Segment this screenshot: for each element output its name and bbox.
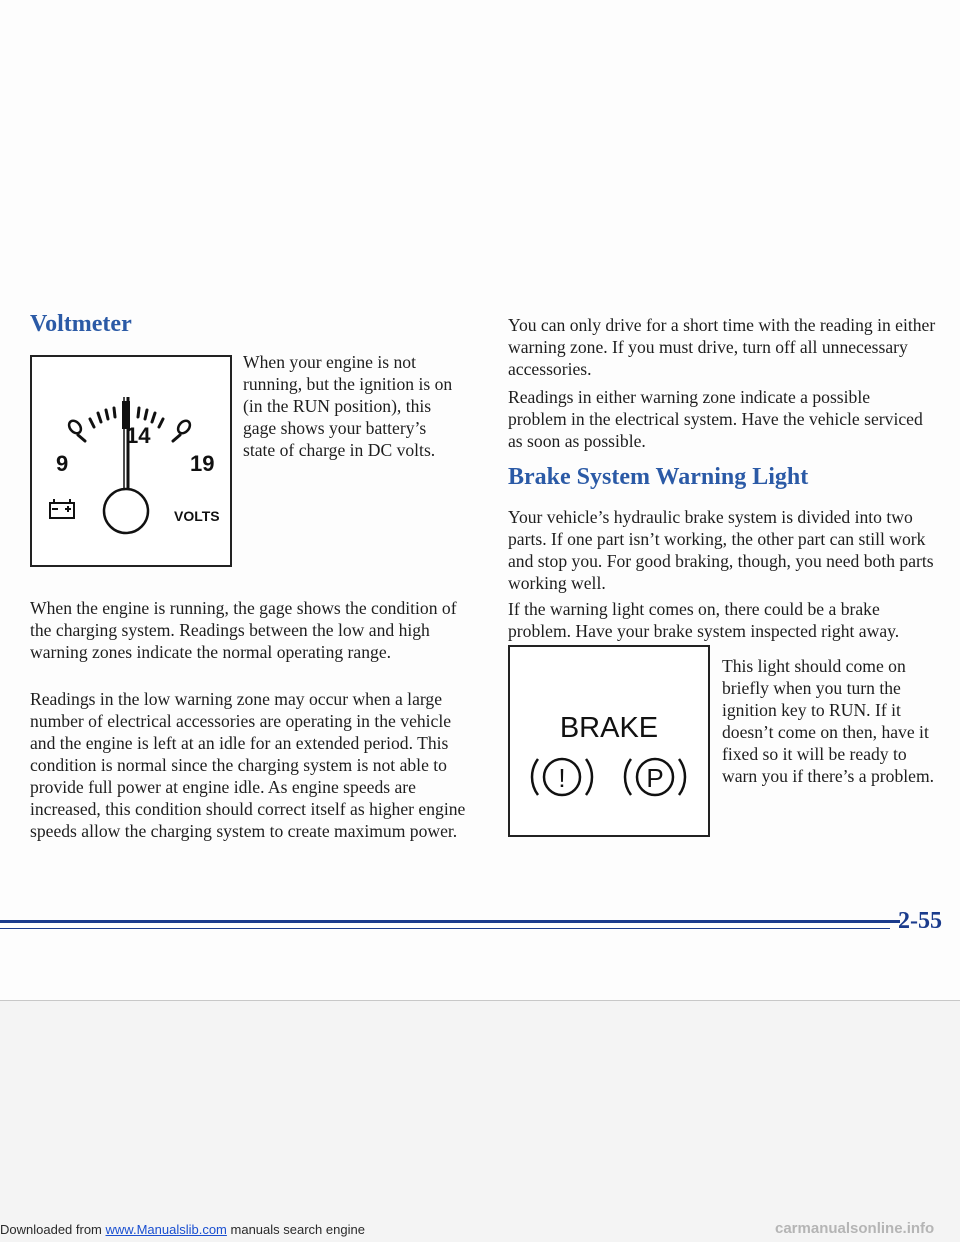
brake-exclamation: ! xyxy=(558,763,566,793)
brake-warning-heading: Brake System Warning Light xyxy=(508,464,809,490)
gauge-hub xyxy=(104,489,148,533)
brake-paragraph-1: Your vehicle’s hydraulic brake system is divided into two parts. If one part isn’t working, the other part can still work and stop you. For good braking, though, you need both parts working well. xyxy=(508,507,934,593)
gauge-tick xyxy=(152,413,155,422)
parking-brake-p: P xyxy=(646,763,664,793)
voltmeter-figure xyxy=(30,355,232,567)
voltmeter-heading: Voltmeter xyxy=(30,311,132,337)
brake-label: BRAKE xyxy=(559,712,659,744)
voltage-paragraph-2: Readings in either warning zone indicate a possible problem in the electrical system. Have the vehicle serviced as soon as possible. xyxy=(508,387,923,451)
gauge-mid-label: 14 xyxy=(126,423,151,448)
brake-paragraph-2: If the warning light comes on, there could be a brake problem. Have your brake system inspected right away. xyxy=(508,599,900,641)
scan-margin xyxy=(0,1000,960,1242)
voltage-paragraph-1: You can only drive for a short time with the reading in either warning zone. If you must drive, turn off all unnecessary accessories. xyxy=(508,315,936,379)
footer-rule xyxy=(0,920,900,923)
scan-edge-line xyxy=(0,1000,960,1001)
footer-prefix: Downloaded from xyxy=(0,1222,102,1237)
battery-icon xyxy=(50,499,74,518)
footer-rule-thin xyxy=(0,928,890,929)
gauge-tick xyxy=(106,410,108,419)
gauge-tick xyxy=(138,408,139,417)
brake-side-text: This light should come on briefly when you turn the ignition key to RUN. If it doesn’t come on then, have it fixed so it will be ready to warn you if there’s a problem. xyxy=(722,656,935,786)
gauge-units-label: VOLTS xyxy=(174,508,220,524)
gauge-tick xyxy=(98,413,101,422)
gauge-tick xyxy=(90,419,94,427)
gauge-tick xyxy=(159,419,163,427)
watermark: carmanualsonline.info xyxy=(775,1220,935,1237)
brake-warning-icon xyxy=(510,647,708,835)
gauge-max-label: 19 xyxy=(190,451,215,476)
voltmeter-paragraph-2: Readings in the low warning zone may occur when a large number of electrical accessories are operating in the vehicle and the engine is left at an idle for an extended period. This condition is normal since the charging system is not able to provide full power at engine idle. As engine speeds are increased, this condition should correct itself as higher engine speeds allow the charging system to create maximum power. xyxy=(30,689,466,841)
footer-suffix: manuals search engine xyxy=(230,1222,365,1237)
gauge-min-label: 9 xyxy=(56,451,69,476)
manualslib-link[interactable]: www.Manualslib.com xyxy=(105,1222,227,1237)
voltmeter-gauge-icon xyxy=(32,357,230,565)
gauge-tick xyxy=(145,410,147,419)
download-footer xyxy=(0,1222,365,1237)
gauge-tick xyxy=(114,408,115,417)
brake-figure xyxy=(508,645,710,837)
page-number: 2-55 xyxy=(898,908,942,934)
gauge-tick xyxy=(173,435,180,441)
gauge-tick xyxy=(78,435,85,441)
voltmeter-paragraph-1: When the engine is running, the gage shows the condition of the charging system. Readings between the low and high warning zones indicate the normal operating range. xyxy=(30,598,457,662)
voltmeter-side-text: When your engine is not running, but the ignition is on (in the RUN position), this gage shows your battery’s state of charge in DC volts. xyxy=(243,352,453,460)
